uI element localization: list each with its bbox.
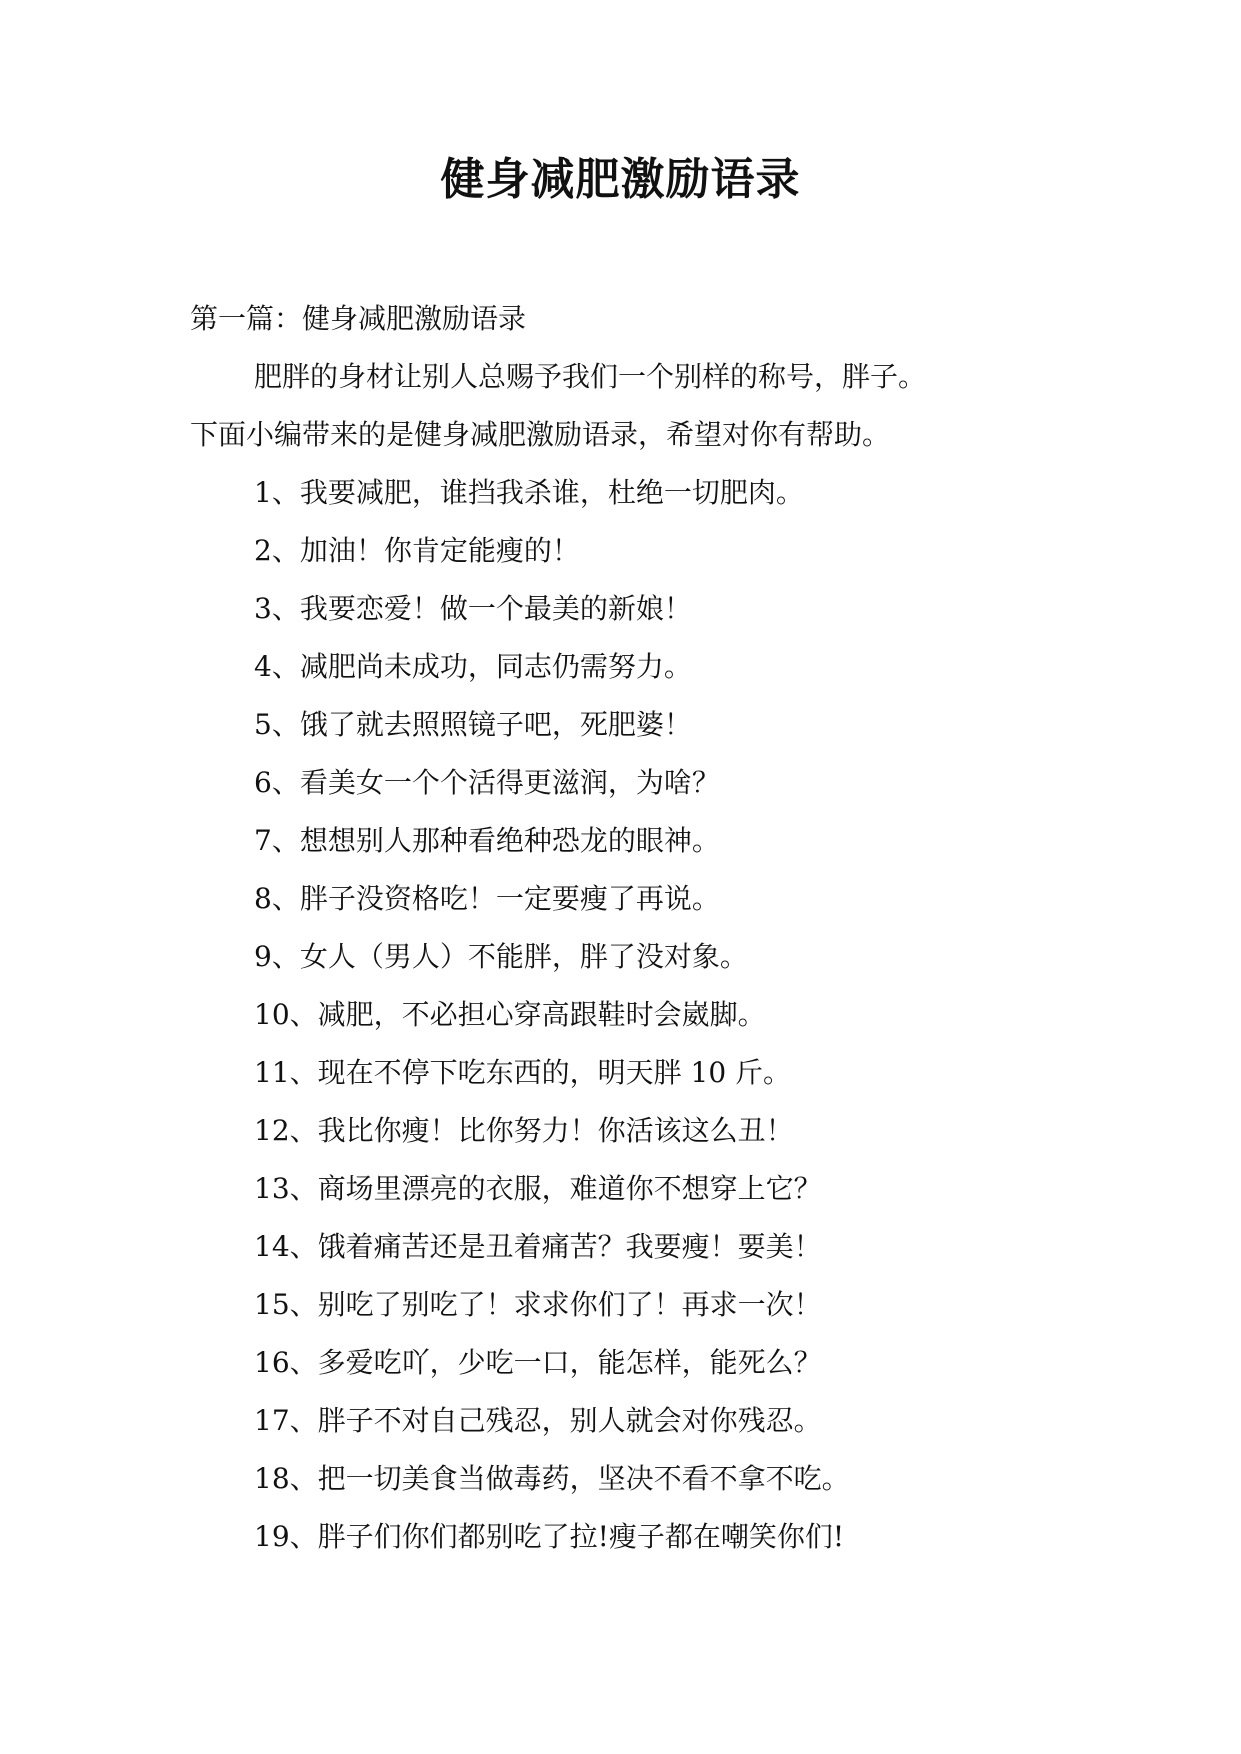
quote-item: 18、把一切美食当做毒药，坚决不看不拿不吃。: [254, 1462, 850, 1495]
quote-item: 2、加油！你肯定能瘦的！: [254, 534, 580, 567]
quote-item: 10、减肥，不必担心穿高跟鞋时会崴脚。: [254, 998, 766, 1031]
quote-item: 5、饿了就去照照镜子吧，死肥婆！: [254, 708, 692, 741]
quote-item: 7、想想别人那种看绝种恐龙的眼神。: [254, 824, 720, 857]
intro-paragraph-line-2: 下面小编带来的是健身减肥激励语录，希望对你有帮助。: [190, 418, 891, 451]
quote-item: 4、减肥尚未成功，同志仍需努力。: [254, 650, 692, 683]
quote-item: 1、我要减肥，谁挡我杀谁，杜绝一切肥肉。: [254, 476, 804, 509]
quote-item: 3、我要恋爱！做一个最美的新娘！: [254, 592, 692, 625]
quote-item: 17、胖子不对自己残忍，别人就会对你残忍。: [254, 1404, 822, 1437]
quote-item: 16、多爱吃吖，少吃一口，能怎样，能死么？: [254, 1346, 822, 1379]
quote-item: 15、别吃了别吃了！求求你们了！再求一次！: [254, 1288, 822, 1321]
quote-item: 19、胖子们你们都别吃了拉!瘦子都在嘲笑你们!: [254, 1520, 845, 1553]
quote-item: 8、胖子没资格吃！一定要瘦了再说。: [254, 882, 720, 915]
quote-item: 14、饿着痛苦还是丑着痛苦？我要瘦！要美！: [254, 1230, 822, 1263]
quote-item: 13、商场里漂亮的衣服，难道你不想穿上它？: [254, 1172, 822, 1205]
intro-paragraph-line-1: 肥胖的身材让别人总赐予我们一个别样的称号，胖子。: [254, 360, 927, 393]
document-title: 健身减肥激励语录: [440, 154, 801, 205]
quote-item: 9、女人（男人）不能胖，胖了没对象。: [254, 940, 748, 973]
quote-item: 6、看美女一个个活得更滋润，为啥？: [254, 766, 720, 799]
quote-item: 12、我比你瘦！比你努力！你活该这么丑！: [254, 1114, 794, 1147]
section-heading: 第一篇：健身减肥激励语录: [190, 302, 527, 335]
document-body: [190, 290, 1070, 1566]
quote-list: [190, 464, 1070, 1566]
quote-item: 11、现在不停下吃东西的，明天胖 10 斤。: [254, 1056, 792, 1089]
